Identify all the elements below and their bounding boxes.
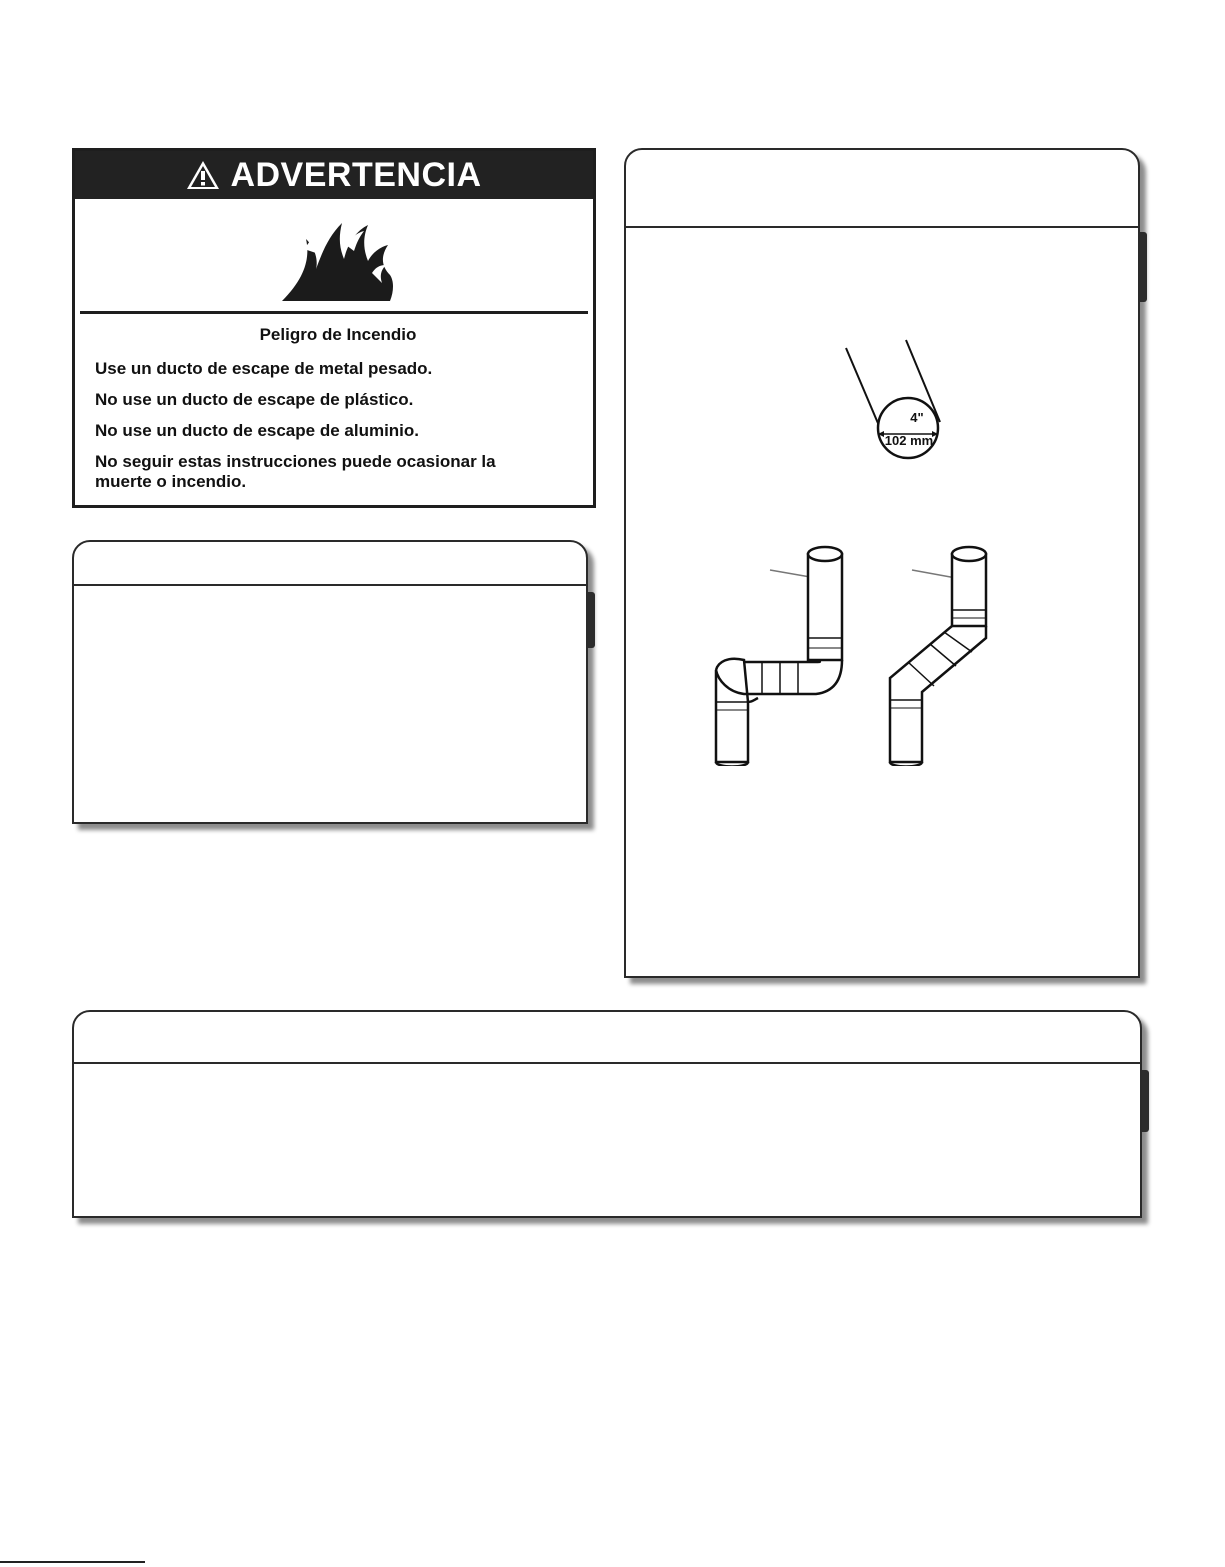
footer-rule <box>0 1561 145 1563</box>
warning-line: No seguir estas instrucciones puede ocasionar la muerte o incendio. <box>95 452 496 491</box>
right-panel <box>624 148 1140 978</box>
panel-tab <box>1140 232 1147 302</box>
warning-line: Use un ducto de escape de metal pesado. <box>95 359 433 378</box>
left-panel <box>72 540 588 824</box>
warning-title: ADVERTENCIA <box>230 155 482 194</box>
panel-tab <box>588 592 595 648</box>
duct-size-mm: 102 mm <box>884 433 934 448</box>
warning-header <box>75 151 593 199</box>
duct-size-inches: 4" <box>910 410 924 425</box>
warning-box <box>72 148 596 508</box>
warning-line: No use un ducto de escape de plástico. <box>95 390 414 409</box>
duct-elbow-diagram <box>708 542 858 766</box>
hazard-title: Peligro de Incendio <box>259 325 417 344</box>
warning-icon-area <box>80 199 588 314</box>
warning-line: No use un ducto de escape de aluminio. <box>95 421 420 440</box>
warning-text <box>95 325 581 503</box>
bottom-panel <box>72 1010 1142 1218</box>
fire-icon <box>276 209 400 303</box>
panel-divider <box>74 1062 1140 1064</box>
warning-triangle-icon <box>186 160 220 190</box>
panel-divider <box>74 584 586 586</box>
duct-offset-diagram <box>882 542 1012 766</box>
panel-divider <box>626 226 1138 228</box>
panel-tab <box>1142 1070 1149 1132</box>
